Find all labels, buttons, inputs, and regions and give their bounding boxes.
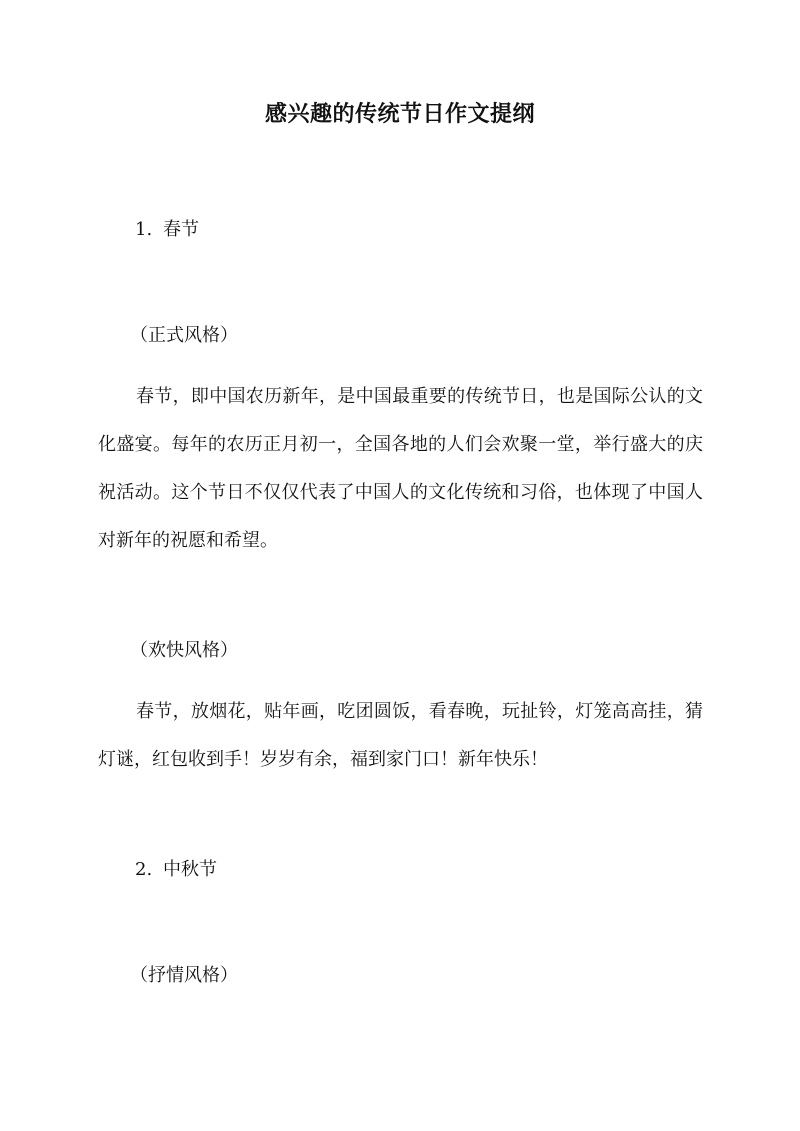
style-label-cheerful: （欢快风格） xyxy=(130,640,238,661)
section-name: 春节 xyxy=(163,219,199,240)
style-label-lyrical: （抒情风格） xyxy=(130,965,238,986)
document-title: 感兴趣的传统节日作文提纲 xyxy=(264,101,535,127)
section-heading-2 xyxy=(135,857,217,883)
section-number: 2. xyxy=(135,859,153,880)
style-label-formal: （正式风格） xyxy=(130,325,238,346)
paragraph-formal: 春节，即中国农历新年，是中国最重要的传统节日，也是国际公认的文化盛宴。每年的农历正月初一，全国各地的人们会欢聚一堂，举行盛大的庆祝活动。这个节日不仅仅代表了中国人的文化传统和习俗，也体现了中国人对新年的祝愿和希望。 xyxy=(98,386,703,551)
section-heading-1 xyxy=(135,217,199,243)
section-name: 中秋节 xyxy=(163,859,217,880)
paragraph-cheerful: 春节，放烟花，贴年画，吃团圆饭，看春晚，玩扯铃，灯笼高高挂，猜灯谜，红包收到手！岁岁有余，福到家门口！新年快乐！ xyxy=(98,701,703,770)
section-number: 1. xyxy=(135,219,153,240)
